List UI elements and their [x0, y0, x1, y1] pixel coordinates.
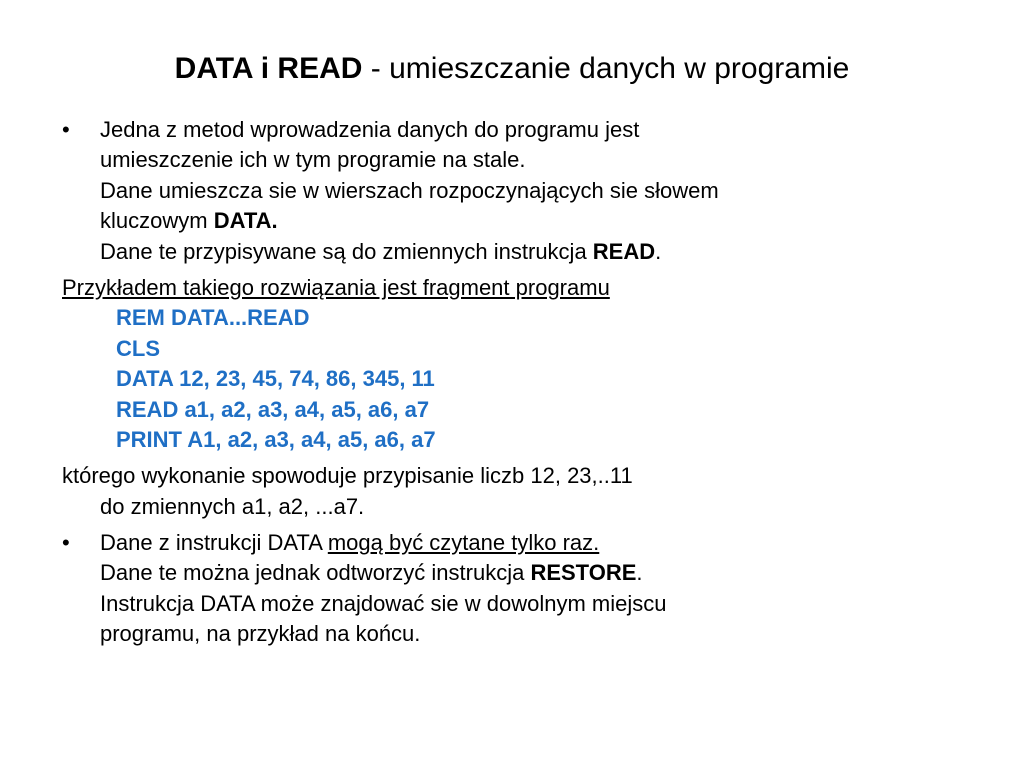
- para1-line3: Dane umieszcza sie w wierszach rozpoczynających sie słowem: [100, 177, 719, 203]
- slide-title: [0, 47, 1024, 91]
- code-line: REM DATA...READ: [116, 305, 310, 331]
- example-heading: [62, 273, 982, 303]
- bullet-paragraph-2: [62, 528, 982, 650]
- para1-line4-text: kluczowym: [100, 208, 214, 234]
- slide-body: [62, 115, 982, 650]
- code-line: READ a1, a2, a3, a4, a5, a6, a7: [116, 396, 430, 422]
- para2-line2-text: Dane te można jednak odtworzyć instrukcja: [100, 560, 531, 586]
- para1-line5: [100, 237, 982, 267]
- bullet-icon: •: [62, 530, 70, 556]
- para1-line1: Jedna z metod wprowadzenia danych do programu jest: [100, 117, 640, 142]
- bullet-paragraph-1: [62, 115, 982, 267]
- para1-line2: umieszczenie ich w tym programie na stale.: [100, 147, 526, 173]
- keyword-data: DATA.: [213, 208, 278, 234]
- para2-line4: programu, na przykład na końcu.: [100, 621, 421, 647]
- para2-line1-text: Dane z instrukcji DATA: [100, 530, 328, 556]
- para1-line5-end: .: [655, 238, 662, 264]
- title-rest: - umieszczanie danych w programie: [362, 52, 850, 85]
- para2-line2-end: .: [636, 560, 643, 586]
- para1-line5-text: Dane te przypisywane są do zmiennych instrukcja: [100, 238, 593, 264]
- para1-line4: [100, 206, 982, 236]
- keyword-read: READ: [592, 238, 656, 264]
- code-line: DATA 12, 23, 45, 74, 86, 345, 11: [116, 366, 435, 392]
- result-line1: którego wykonanie spowoduje przypisanie liczb 12, 23,..11: [62, 463, 633, 489]
- keyword-restore: RESTORE: [530, 560, 637, 586]
- code-block: [62, 303, 982, 455]
- para2-line3: Instrukcja DATA może znajdować sie w dowolnym miejscu: [100, 590, 667, 616]
- example-heading-text: Przykładem takiego rozwiązania jest fragment programu: [62, 274, 610, 300]
- para2-line1: [100, 528, 982, 558]
- para2-line2: [100, 558, 982, 588]
- result-line2: do zmiennych a1, a2, ...a7.: [100, 493, 365, 519]
- para2-underline: mogą być czytane tylko raz.: [327, 530, 600, 556]
- title-bold: DATA i READ: [174, 52, 363, 85]
- code-line: CLS: [116, 335, 160, 361]
- bullet-icon: •: [62, 117, 70, 142]
- code-line: PRINT A1, a2, a3, a4, a5, a6, a7: [116, 426, 436, 452]
